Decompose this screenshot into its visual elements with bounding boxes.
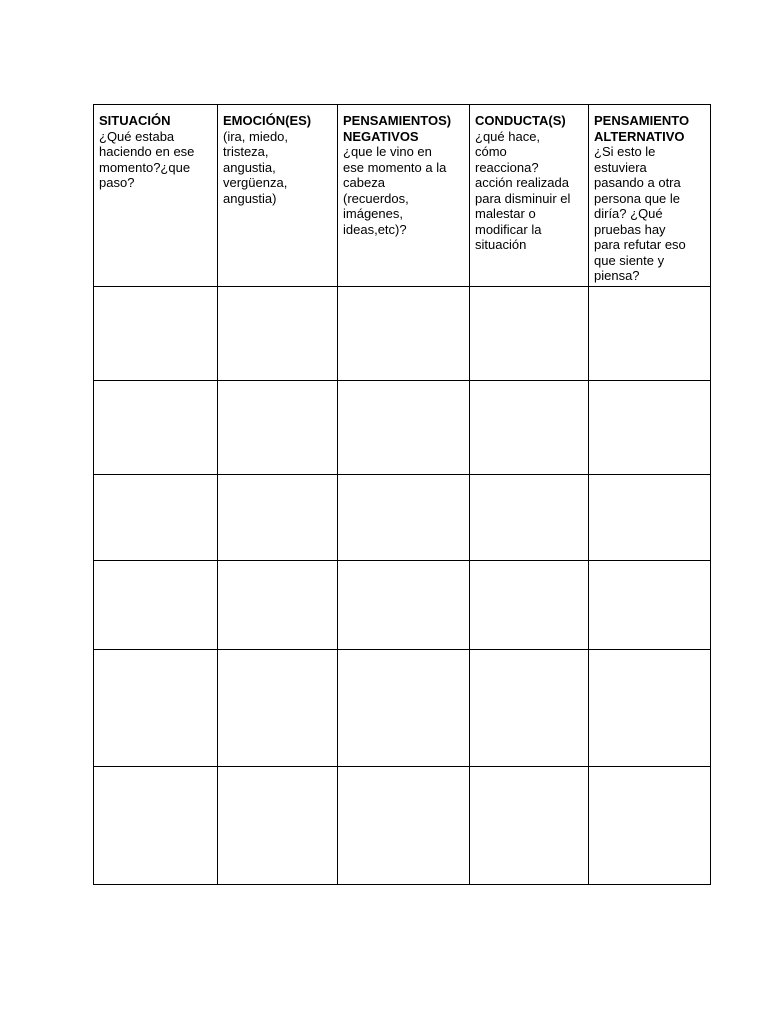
empty-cell[interactable] bbox=[94, 475, 218, 561]
column-title: PENSAMIENTOS) NEGATIVOS bbox=[343, 113, 452, 144]
table-row bbox=[94, 767, 711, 885]
empty-cell[interactable] bbox=[94, 561, 218, 650]
empty-cell[interactable] bbox=[338, 381, 470, 475]
column-description: (ira, miedo, tristeza, angustia, vergüenza, angustia) bbox=[223, 128, 289, 206]
header-cell-emociones bbox=[218, 105, 338, 287]
empty-cell[interactable] bbox=[338, 287, 470, 381]
empty-cell[interactable] bbox=[338, 561, 470, 650]
empty-cell[interactable] bbox=[470, 767, 589, 885]
empty-cell[interactable] bbox=[218, 287, 338, 381]
empty-cell[interactable] bbox=[470, 561, 589, 650]
empty-cell[interactable] bbox=[589, 767, 711, 885]
empty-cell[interactable] bbox=[589, 381, 711, 475]
empty-cell[interactable] bbox=[218, 767, 338, 885]
empty-cell[interactable] bbox=[94, 767, 218, 885]
empty-cell[interactable] bbox=[218, 561, 338, 650]
column-description: ¿Qué estaba haciendo en ese momento?¿que paso? bbox=[99, 128, 195, 190]
header-row bbox=[94, 105, 711, 287]
column-title: SITUACIÓN bbox=[99, 113, 171, 128]
header-cell-pensamientos-negativos bbox=[338, 105, 470, 287]
empty-cell[interactable] bbox=[94, 650, 218, 767]
empty-cell[interactable] bbox=[218, 475, 338, 561]
column-description: ¿qué hace, cómo reacciona? acción realizada para disminuir el malestar o modificar la situación bbox=[475, 128, 571, 252]
table-row bbox=[94, 287, 711, 381]
header-cell-pensamiento-alternativo bbox=[589, 105, 711, 287]
table-row bbox=[94, 561, 711, 650]
table-row bbox=[94, 650, 711, 767]
empty-cell[interactable] bbox=[470, 650, 589, 767]
empty-cell[interactable] bbox=[589, 475, 711, 561]
empty-cell[interactable] bbox=[589, 650, 711, 767]
empty-cell[interactable] bbox=[470, 381, 589, 475]
column-title: EMOCIÓN(ES) bbox=[223, 113, 312, 128]
empty-cell[interactable] bbox=[589, 287, 711, 381]
empty-cell[interactable] bbox=[94, 381, 218, 475]
header-cell-conductas bbox=[470, 105, 589, 287]
empty-cell[interactable] bbox=[94, 287, 218, 381]
empty-cell[interactable] bbox=[470, 475, 589, 561]
empty-cell[interactable] bbox=[470, 287, 589, 381]
empty-cell[interactable] bbox=[218, 381, 338, 475]
empty-cell[interactable] bbox=[338, 475, 470, 561]
column-description: ¿Si esto le estuviera pasando a otra persona que le diría? ¿Qué pruebas hay para refutar eso que siente y piensa? bbox=[594, 144, 686, 283]
table-row bbox=[94, 381, 711, 475]
empty-cell[interactable] bbox=[218, 650, 338, 767]
table-row bbox=[94, 475, 711, 561]
column-title: PENSAMIENTO ALTERNATIVO bbox=[594, 113, 690, 144]
empty-cell[interactable] bbox=[338, 650, 470, 767]
header-cell-situacion bbox=[94, 105, 218, 287]
column-title: CONDUCTA(S) bbox=[475, 113, 566, 128]
empty-cell[interactable] bbox=[338, 767, 470, 885]
thought-record-table bbox=[93, 104, 711, 885]
column-description: ¿que le vino en ese momento a la cabeza (recuerdos, imágenes, ideas,etc)? bbox=[343, 144, 447, 237]
empty-cell[interactable] bbox=[589, 561, 711, 650]
